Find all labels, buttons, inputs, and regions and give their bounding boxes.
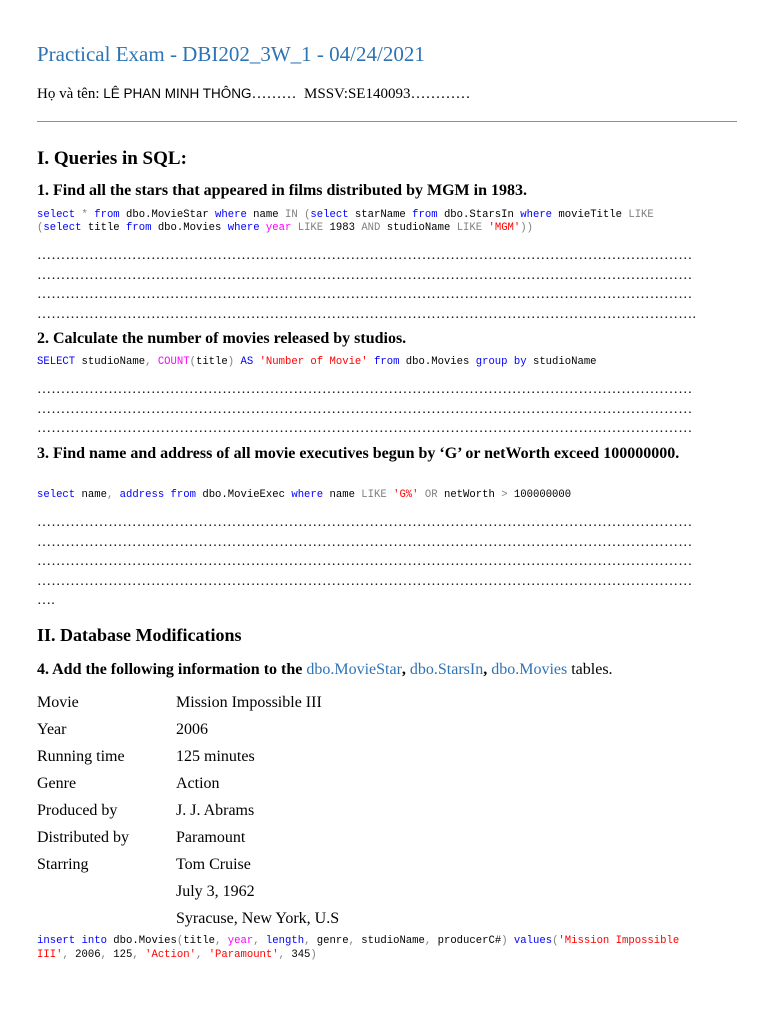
code-token: length [265,935,305,947]
code-token: name [323,489,362,501]
code-token: , [195,949,203,961]
code-token: year [227,935,254,947]
code-token: LIKE [361,489,387,501]
mssv-dots: ………… [410,86,471,102]
code-token: group [475,356,508,368]
info-label: Running time [37,748,125,765]
q4-code-line-1 [37,935,679,949]
q1-code-line-2 [37,222,533,236]
code-token: 'Paramount' [208,949,279,961]
mssv-label: MSSV: [304,86,348,102]
table-moviestar: dbo.MovieStar [306,661,402,678]
code-token: 'Number of Movie' [259,356,368,368]
code-token: title [81,222,127,234]
info-label: Distributed by [37,829,129,846]
info-value: Syracuse, New York, U.S [176,910,340,927]
code-token: , [278,949,285,961]
code-token: studioName [354,935,425,947]
answer-dot-line: ………………………………………………………………………………………………………………………… [37,248,693,263]
code-token: from [412,209,438,221]
code-token: studioName [75,356,146,368]
code-token: ) [310,949,317,961]
code-token: ( [37,222,44,234]
code-token: movieTitle [552,209,629,221]
code-token: dbo.MovieExec [195,489,292,501]
code-token: LIKE [456,222,483,234]
exam-title: Practical Exam - DBI202_3W_1 - 04/24/2021 [37,42,425,66]
code-token: , [100,949,107,961]
table-starsin: dbo.StarsIn [409,661,484,678]
info-label: Produced by [37,802,118,819]
q1-answer-lines [37,246,727,324]
code-token: address [119,489,165,501]
code-token: LIKE [297,222,324,234]
code-token: 345 [284,949,311,961]
header-divider [37,121,737,122]
code-token: 'MGM' [488,222,521,234]
code-token: III' [37,949,63,961]
info-label: Movie [37,694,79,711]
code-token: , [132,949,139,961]
code-token: title [195,356,228,368]
code-token: studioName [380,222,457,234]
section-1-title: I. Queries in SQL: [37,148,187,169]
answer-dot-line: …………………………………………………………………………………………………………………………. [37,306,697,322]
section-2-title: II. Database Modifications [37,625,242,645]
question-3: 3. Find name and address of all movie executives begun by ‘G’ or netWorth exceed 100000000. [37,445,680,462]
answer-dot-line: ………………………………………………………………………………………………………………………… [37,573,693,589]
code-token: ) [501,935,508,947]
code-token: ( [176,935,184,947]
code-token: starName [348,209,413,221]
code-token: dbo.MovieStar [119,209,216,221]
code-token: 2006 [68,949,101,961]
code-token: )) [520,222,533,234]
code-token: AND [361,222,381,234]
code-token: , [145,356,152,368]
q2-answer-lines [37,380,727,439]
name-label: Họ và tên: [37,86,104,102]
info-label: Genre [37,775,77,792]
code-token: , [304,935,311,947]
answer-dot-line: ………………………………………………………………………………………………………………………… [37,382,693,397]
info-value: J. J. Abrams [176,802,255,819]
code-token: name [75,489,107,501]
answer-dot-line: ………………………………………………………………………………………………………………………… [37,554,693,569]
answer-dot-line: ………………………………………………………………………………………………………………………… [37,401,693,417]
code-token: ( [189,356,196,368]
code-token: LIKE [628,209,654,221]
mssv-value: SE140093 [347,86,411,102]
code-token: name [246,209,285,221]
code-token: ( [304,209,311,221]
code-token: netWorth [437,489,502,501]
code-token: 1983 [323,222,362,234]
code-token: 'G%' [393,489,419,501]
code-token: insert [37,935,76,947]
code-token: AS [240,356,254,368]
code-token: dbo.Movies [106,935,177,947]
code-token: dbo.Movies [151,222,228,234]
code-token: 'Action' [145,949,196,961]
info-label: Starring [37,856,89,873]
code-token: SELECT [37,356,76,368]
info-value: Tom Cruise [176,856,251,873]
code-token: select [37,209,76,221]
code-token: from [94,209,120,221]
code-token: select [310,209,349,221]
code-token: from [374,356,400,368]
info-value: 2006 [176,721,208,738]
code-token: from [170,489,196,501]
code-token: where [520,209,553,221]
code-token: where [227,222,260,234]
student-info [37,86,470,103]
code-token: , [106,489,114,501]
code-token: producerC# [431,935,502,947]
code-token: where [215,209,247,221]
answer-dot-line: ………………………………………………………………………………………………………………………… [37,534,693,550]
code-token: , [424,935,432,947]
question-1: 1. Find all the stars that appeared in films distributed by MGM in 1983. [37,182,527,199]
answer-dot-line: ………………………………………………………………………………………………………………………… [37,421,693,436]
code-token: title [183,935,216,947]
code-token: dbo.Movies [399,356,476,368]
code-token: , [253,935,260,947]
table-movies: dbo.Movies [491,661,568,678]
info-value: July 3, 1962 [176,883,255,900]
answer-dot-line: ………………………………………………………………………………………………………………………… [37,287,693,302]
info-label: Year [37,721,67,738]
question-2: 2. Calculate the number of movies released by studios. [37,330,407,347]
code-token: where [291,489,324,501]
question-4: 4. Add the following information to the dbo.MovieStar, dbo.StarsIn, dbo.Movies tables. [37,661,613,678]
code-token: OR [424,489,438,501]
code-token: from [126,222,152,234]
q4-prefix: 4. Add the following information to the [37,661,307,678]
code-token: by [513,356,527,368]
q3-answer-lines [37,513,727,611]
q4-code-line-2 [37,949,317,963]
code-token: into [81,935,107,947]
code-token: , [348,935,355,947]
code-token: > [501,489,508,501]
code-token: values [513,935,553,947]
code-token: genre [310,935,349,947]
code-token: ( [552,935,559,947]
code-token: dbo.StarsIn [437,209,521,221]
info-value: Mission Impossible III [176,694,322,711]
answer-dot-line: ………………………………………………………………………………………………………………………… [37,515,693,530]
code-token: IN [284,209,298,221]
q2-code-line-1 [37,356,597,370]
q3-code-line-1 [37,489,571,503]
answer-dot-line: …. [37,593,55,608]
info-value: Paramount [176,829,246,846]
code-token: ) [227,356,235,368]
info-value: Action [176,775,220,792]
code-token: select [43,222,82,234]
code-token: , [215,935,222,947]
name-dots: ……… [251,86,297,102]
code-token: COUNT [157,356,190,368]
answer-dot-line: ………………………………………………………………………………………………………………………… [37,267,693,283]
code-token: 100000000 [507,489,572,501]
code-token: 'Mission Impossible [558,935,680,947]
student-name: LÊ PHAN MINH THÔNG [103,86,252,101]
code-token: year [265,222,292,234]
code-token: , [62,949,69,961]
code-token: studioName [526,356,597,368]
code-token: select [37,489,76,501]
info-value: 125 minutes [176,748,255,765]
code-token: * [81,209,88,221]
q1-code-line-1 [37,209,654,223]
code-token: 125 [106,949,133,961]
